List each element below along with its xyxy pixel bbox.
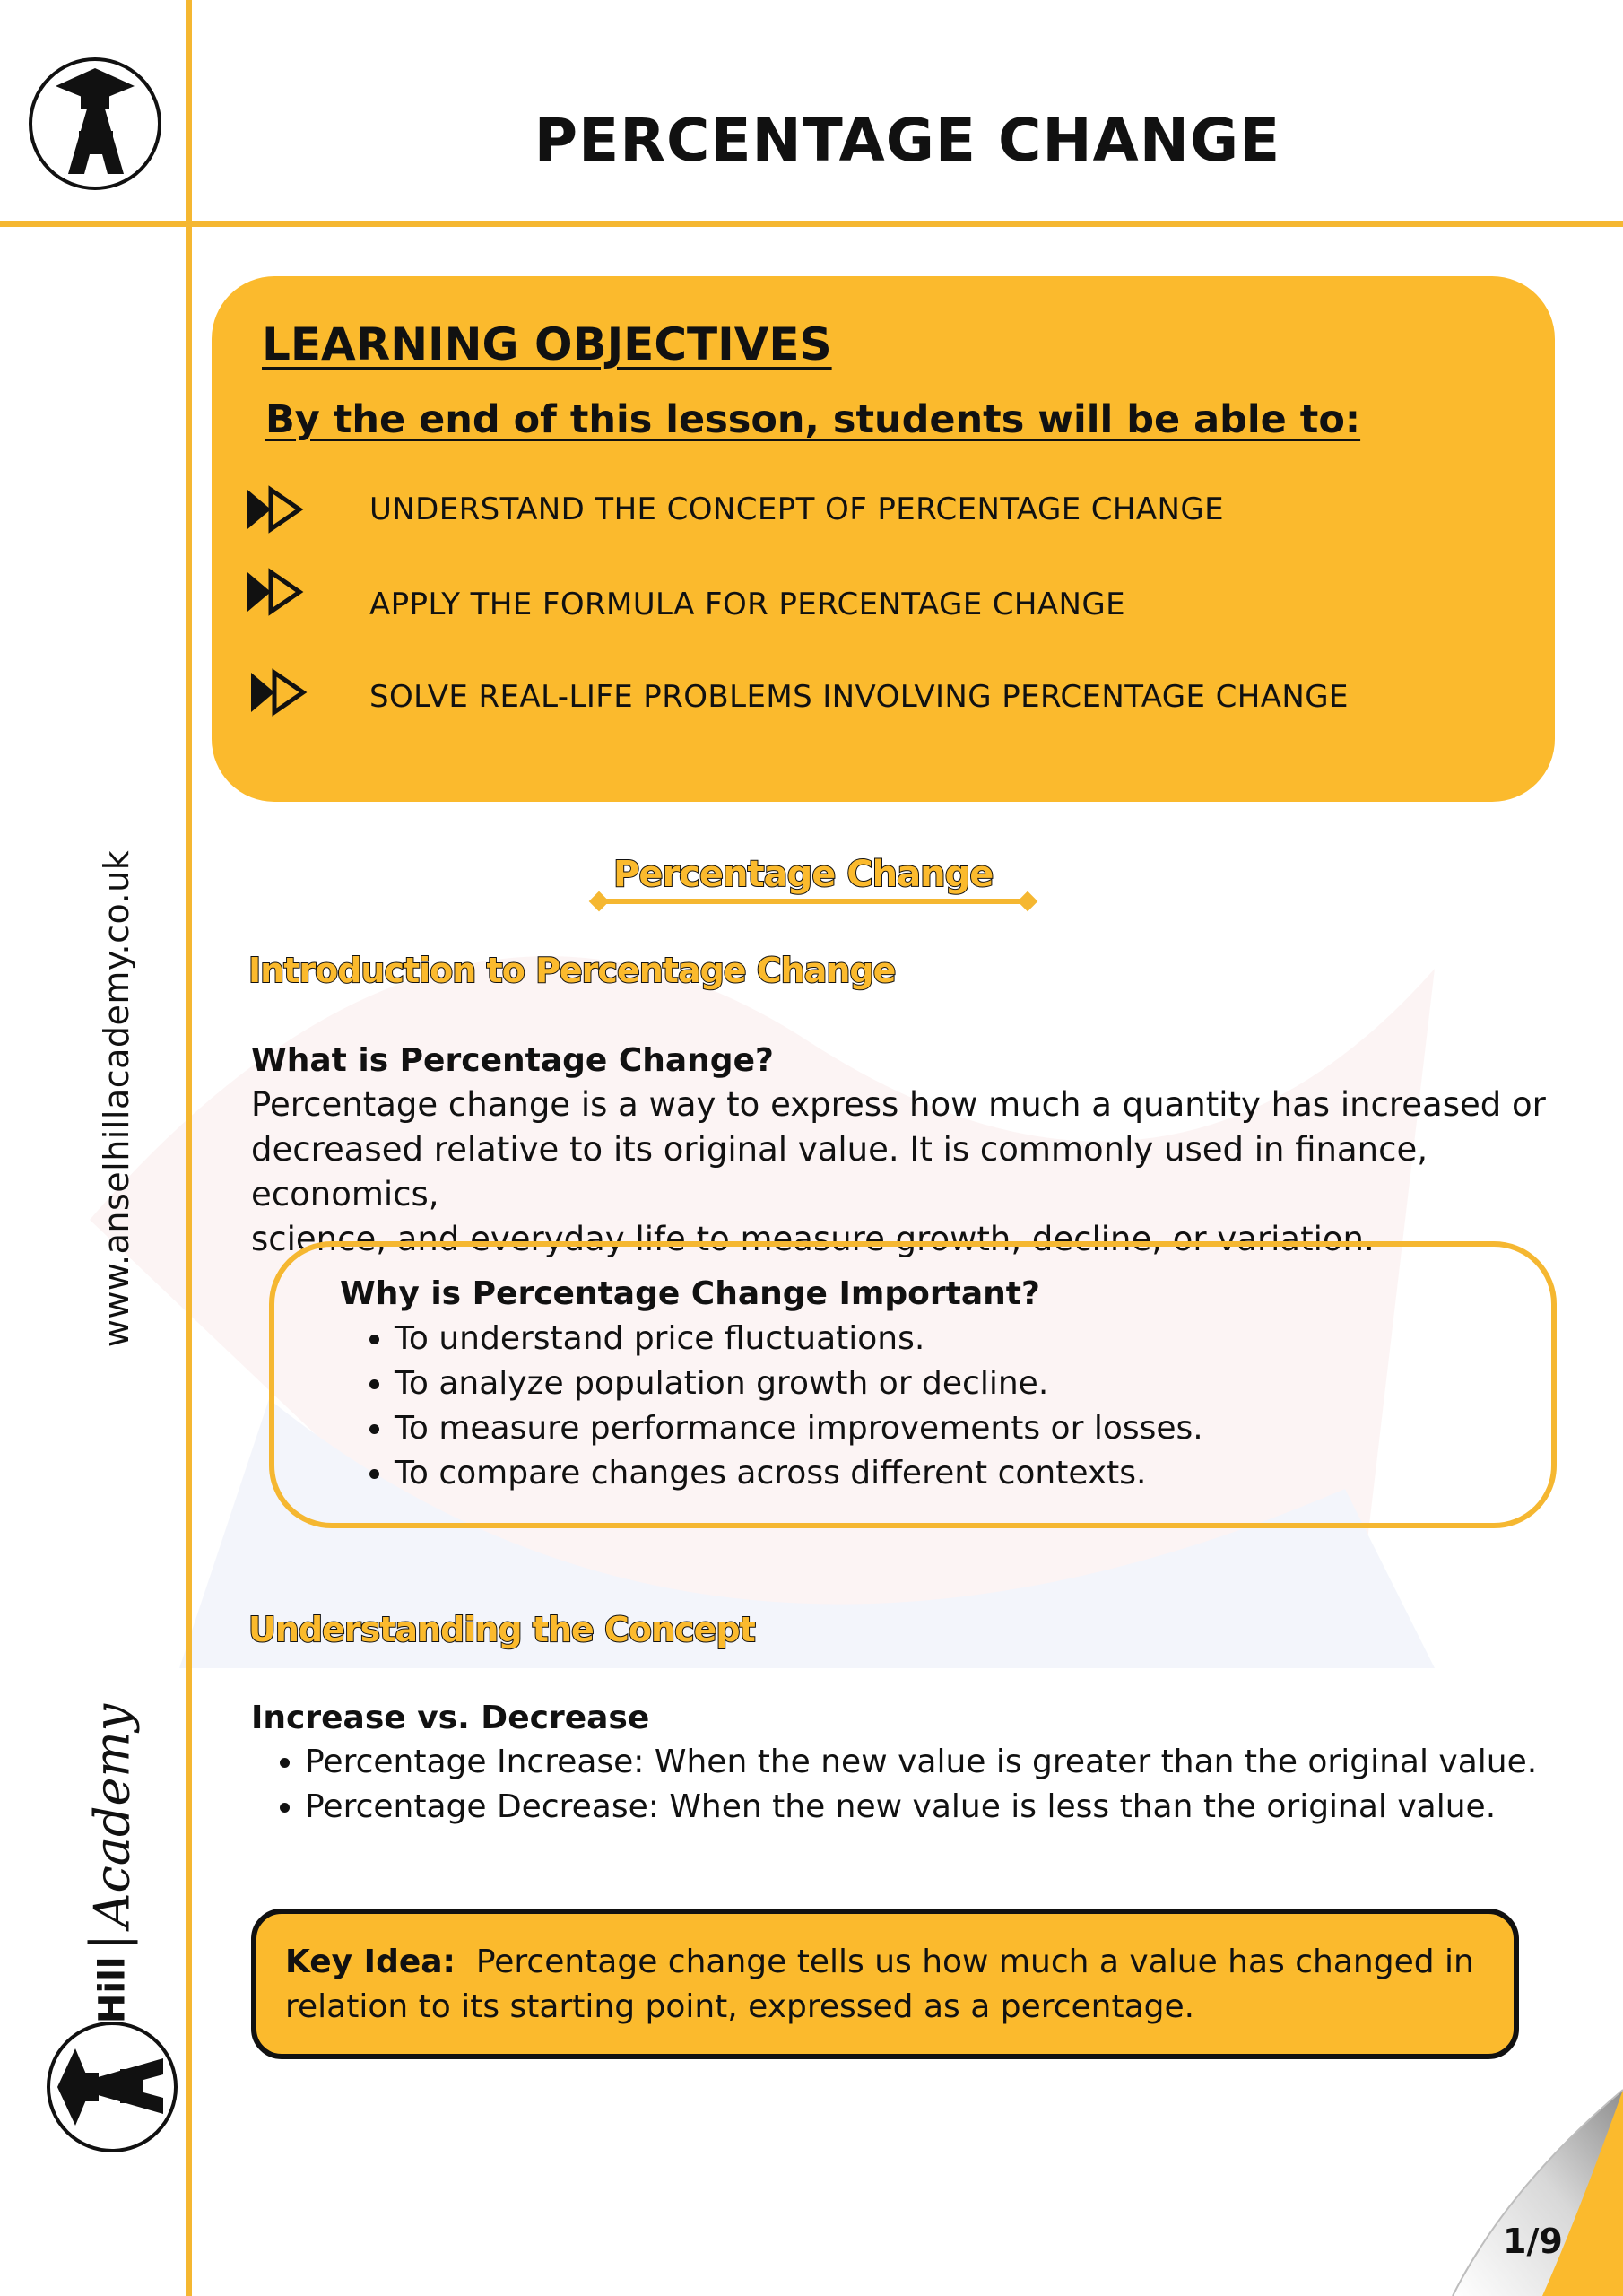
play-arrow-icon	[244, 484, 307, 535]
list-item: • To compare changes across different contexts.	[395, 1451, 1203, 1496]
key-idea-text	[285, 1940, 1505, 2030]
objective-item: UNDERSTAND THE CONCEPT OF PERCENTAGE CHANGE	[369, 491, 1225, 527]
list-item: • To understand price fluctuations.	[395, 1317, 1203, 1361]
key-idea-line: Percentage change tells us how much a value has changed in	[475, 1944, 1474, 1980]
list-item: • To analyze population growth or decline.	[395, 1361, 1203, 1406]
objective-item: APPLY THE FORMULA FOR PERCENTAGE CHANGE	[369, 587, 1126, 622]
list-item: • To measure performance improvements or losses.	[395, 1406, 1203, 1451]
what-heading: What is Percentage Change?	[251, 1042, 774, 1079]
brand-separator	[87, 1940, 137, 1944]
page-number: 1/9	[1503, 2222, 1563, 2261]
title-underline	[599, 899, 1031, 904]
vertical-divider	[186, 0, 192, 2296]
academy-logo-icon	[45, 2020, 179, 2154]
list-item: • Percentage Decrease: When the new value is less than the original value.	[305, 1785, 1537, 1830]
paragraph-line: decreased relative to its original value. It is commonly used in finance, economics,	[251, 1130, 1428, 1213]
objective-item: SOLVE REAL-LIFE PROBLEMS INVOLVING PERCENTAGE CHANGE	[369, 679, 1349, 715]
play-arrow-icon	[247, 667, 310, 718]
concept-title: Understanding the Concept	[248, 1610, 755, 1649]
website-url: www.anselhillacademy.co.uk	[97, 849, 136, 1348]
play-arrow-icon	[244, 567, 307, 617]
section-title: Percentage Change	[613, 854, 994, 895]
key-idea-line: relation to its starting point, expressed as a percentage.	[285, 1988, 1195, 2025]
why-list	[350, 1317, 1203, 1496]
list-item: • Percentage Increase: When the new value is greater than the original value.	[305, 1740, 1537, 1785]
incdec-list	[260, 1740, 1537, 1830]
header-divider	[0, 221, 1623, 227]
incdec-heading: Increase vs. Decrease	[251, 1700, 650, 1736]
academy-logo-icon	[27, 56, 163, 192]
why-heading: Why is Percentage Change Important?	[340, 1275, 1040, 1312]
brand-name-script: Academy	[83, 1703, 141, 1928]
intro-title: Introduction to Percentage Change	[248, 951, 896, 990]
page-title: PERCENTAGE CHANGE	[534, 106, 1281, 175]
objectives-subheading: By the end of this lesson, students will be able to:	[265, 397, 1361, 442]
paragraph-line: science, and everyday life to measure growth, decline, or variation.	[251, 1220, 1375, 1258]
paragraph-line: Percentage change is a way to express how much a quantity has increased or	[251, 1085, 1546, 1124]
key-idea-label: Key Idea:	[285, 1944, 456, 1980]
what-paragraph	[251, 1083, 1623, 1262]
objectives-heading: LEARNING OBJECTIVES	[262, 318, 832, 370]
